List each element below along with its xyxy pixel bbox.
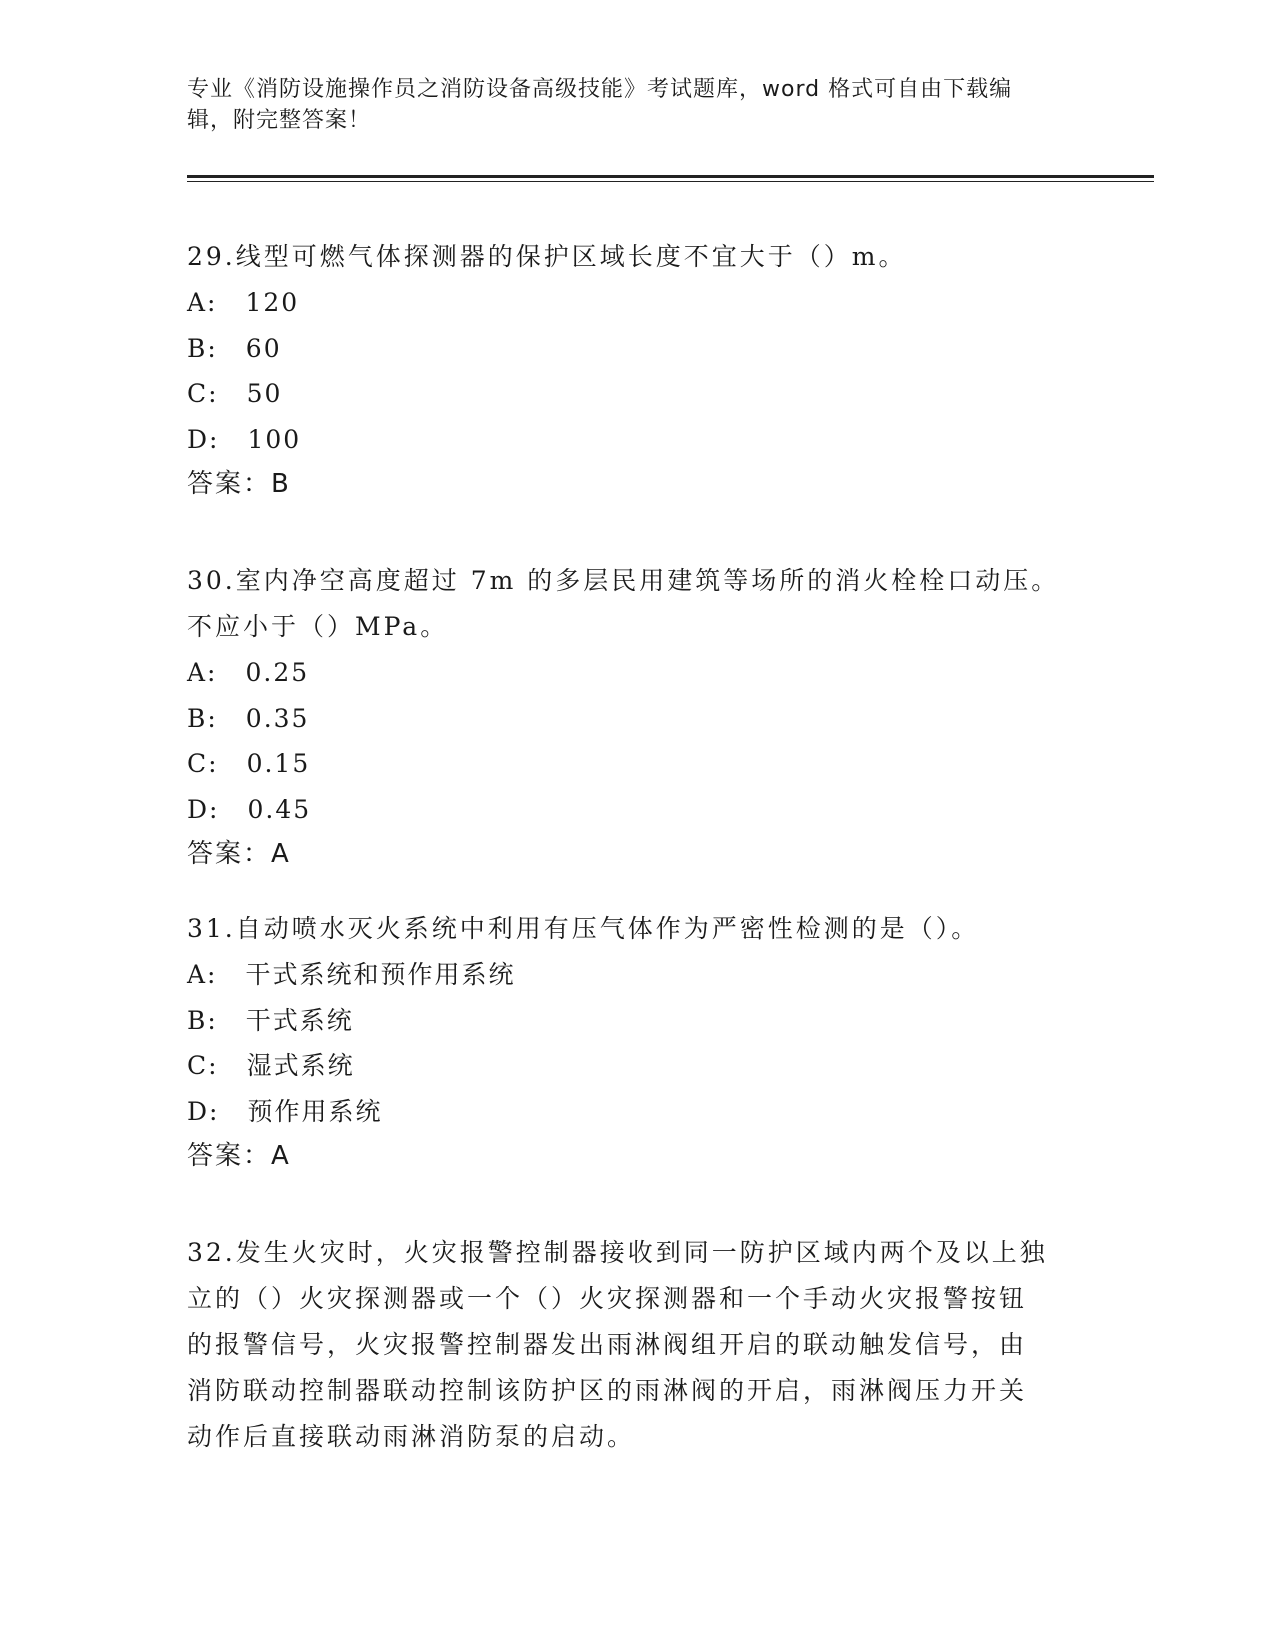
header-divider-thick	[187, 175, 1154, 178]
option-text: 预作用系统	[247, 1096, 383, 1126]
question-29	[187, 234, 1087, 506]
option-letter: B:	[187, 333, 218, 363]
option-d	[187, 787, 1087, 833]
option-letter: A:	[187, 960, 218, 989]
option-letter: C:	[187, 379, 219, 408]
option-letter: D:	[187, 424, 220, 454]
header-line: 专业《消防设施操作员之消防设备高级技能》考试题库，word 格式可自由下载编	[187, 77, 1013, 102]
stem-line: 32.发生火灾时，火灾报警控制器接收到同一防护区域内两个及以上独	[187, 1238, 1048, 1267]
stem-line: 30.室内净空高度超过 7m 的多层民用建筑等场所的消火栓栓口动压。	[187, 566, 1060, 595]
option-text: 0.45	[247, 794, 312, 824]
header-line: 辑，附完整答案！	[187, 108, 372, 133]
stem-line: 动作后直接联动雨淋消防泵的启动。	[187, 1422, 636, 1451]
stem-line: 消防联动控制器联动控制该防护区的雨淋阀的开启，雨淋阀压力开关	[187, 1376, 1028, 1405]
option-letter: C:	[187, 749, 219, 778]
option-letter: C:	[187, 1051, 219, 1080]
option-c	[187, 371, 1087, 417]
option-text: 100	[247, 424, 302, 454]
answer-label: 答案：B	[187, 469, 291, 499]
option-text: 干式系统和预作用系统	[245, 960, 516, 989]
option-text: 120	[245, 288, 300, 317]
option-a	[187, 650, 1087, 696]
option-b	[187, 998, 1087, 1044]
stem-line: 不应小于（）MPa。	[187, 612, 449, 641]
header-divider-thin	[187, 181, 1154, 182]
option-text: 湿式系统	[246, 1051, 355, 1080]
option-letter: D:	[187, 794, 220, 824]
question-30	[187, 558, 1087, 876]
question-31	[187, 906, 1087, 1178]
option-text: 干式系统	[245, 1005, 354, 1035]
option-text: 50	[246, 379, 283, 408]
question-32	[187, 1230, 1087, 1460]
option-text: 60	[245, 333, 282, 363]
document-header	[187, 74, 1067, 136]
option-text: 0.25	[245, 658, 310, 687]
option-b	[187, 696, 1087, 742]
stem-line: 的报警信号，火灾报警控制器发出雨淋阀组开启的联动触发信号，由	[187, 1330, 1028, 1359]
stem-line: 立的（）火灾探测器或一个（）火灾探测器和一个手动火灾报警按钮	[187, 1284, 1028, 1313]
option-letter: A:	[187, 288, 218, 317]
option-d	[187, 417, 1087, 463]
option-text: 0.15	[246, 749, 311, 778]
option-a	[187, 952, 1087, 998]
stem-line: 29.线型可燃气体探测器的保护区域长度不宜大于（）m。	[187, 242, 907, 271]
option-letter: B:	[187, 703, 218, 733]
option-letter: B:	[187, 1005, 218, 1035]
option-a	[187, 280, 1087, 326]
option-d	[187, 1089, 1087, 1135]
question-stem	[187, 906, 1087, 952]
stem-line: 31.自动喷水灭火系统中利用有压气体作为严密性检测的是（）。	[187, 914, 980, 943]
question-stem	[187, 1230, 1087, 1460]
option-b	[187, 326, 1087, 372]
option-letter: D:	[187, 1096, 220, 1126]
question-stem	[187, 234, 1087, 280]
question-stem	[187, 558, 1087, 650]
option-letter: A:	[187, 658, 218, 687]
answer-label: 答案：A	[187, 1141, 291, 1171]
option-c	[187, 741, 1087, 787]
option-c	[187, 1043, 1087, 1089]
option-text: 0.35	[245, 703, 310, 733]
answer-label: 答案：A	[187, 839, 291, 869]
